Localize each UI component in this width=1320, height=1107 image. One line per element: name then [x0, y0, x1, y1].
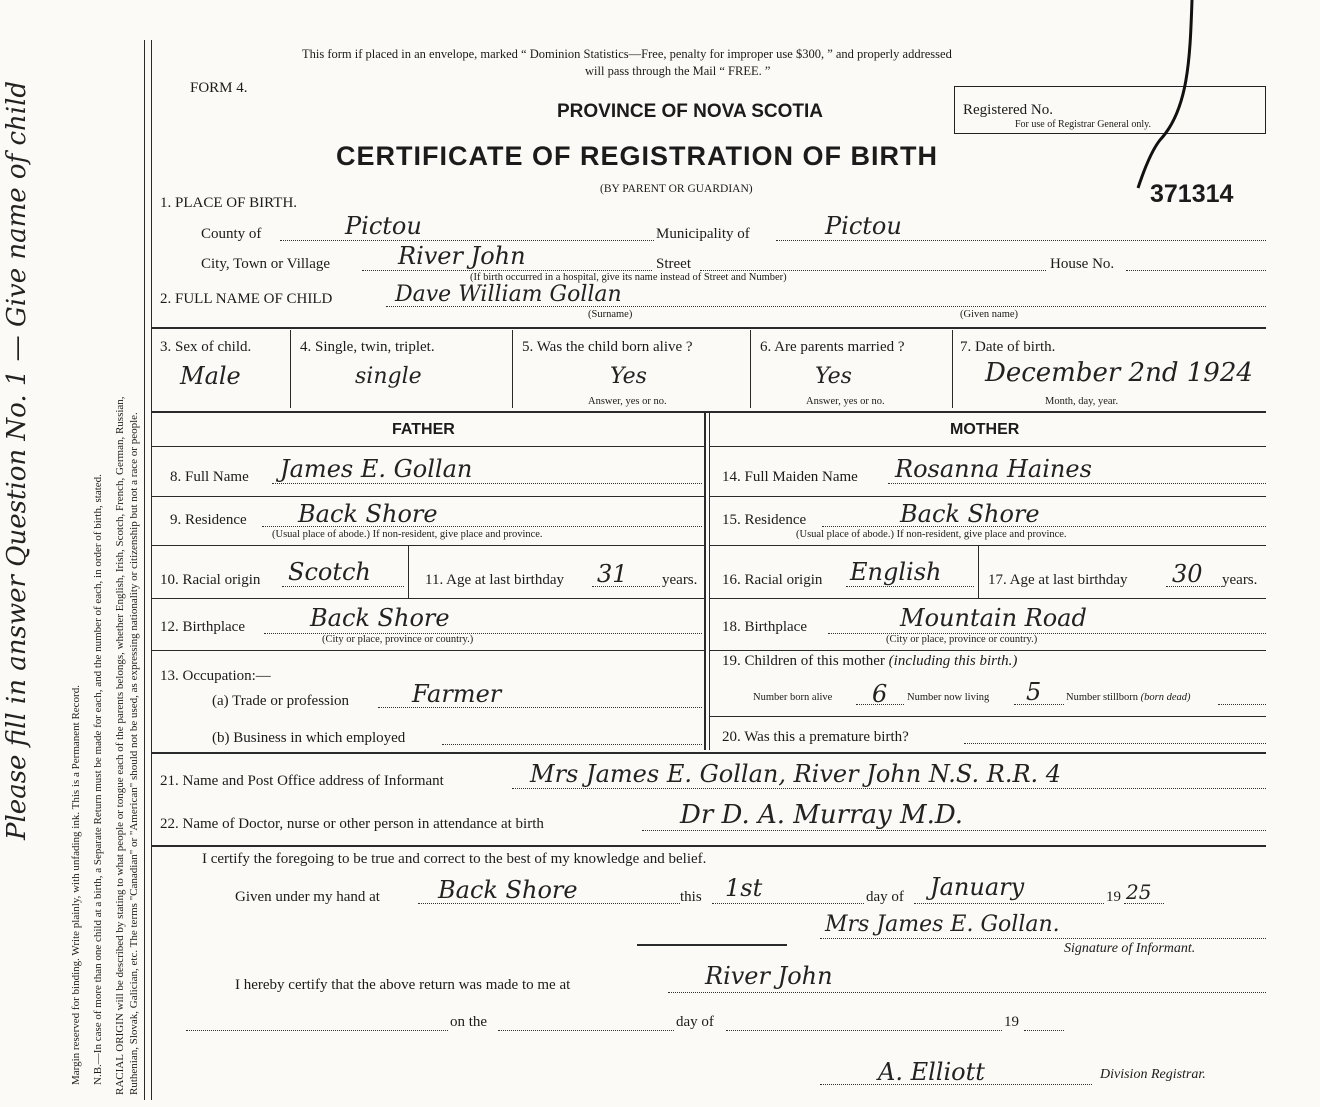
street-label: Street — [656, 256, 691, 272]
margin-note-nb: N.B.—In case of more than one child at a birth, a Separate Return must be made for each, and the number of each, in order of birth, stated. — [92, 474, 104, 1085]
father-age-value: 31 — [597, 560, 628, 588]
father-age-years: years. — [662, 572, 698, 588]
province-heading: PROVINCE OF NOVA SCOTIA — [557, 101, 824, 122]
this-day-value: 1st — [725, 874, 763, 902]
year-prefix-2: 19 — [1004, 1014, 1019, 1030]
business-label: (b) Business in which employed — [212, 730, 406, 746]
parents-married-value: Yes — [815, 364, 852, 389]
mother-birthplace-label: 18. Birthplace — [722, 619, 807, 635]
dob-label: 7. Date of birth. — [960, 339, 1056, 355]
father-age-label: 11. Age at last birthday — [425, 572, 564, 588]
father-name-value: James E. Gollan — [280, 455, 473, 483]
registered-label: Registered No. — [963, 102, 1053, 118]
mother-age-label: 17. Age at last birthday — [988, 572, 1128, 588]
month-value: January — [930, 873, 1025, 901]
plurality-value: single — [355, 364, 422, 389]
parents-married-note: Answer, yes or no. — [806, 396, 885, 407]
margin-rule-inner — [151, 40, 152, 1100]
mother-race-value: English — [850, 558, 942, 586]
margin-note-racial-origin: RACIAL ORIGIN will be described by stating to what people or tongue each of the parents belongs, whether English, Irish, Scotch, French, German, Russian, — [114, 396, 126, 1095]
registration-stamp-number: 371314 — [1150, 180, 1234, 208]
surname-note: (Surname) — [588, 309, 633, 320]
municipality-value: Pictou — [825, 212, 902, 240]
form-number: FORM 4. — [190, 80, 248, 96]
registered-note: For use of Registrar General only. — [1015, 119, 1151, 130]
mother-residence-label: 15. Residence — [722, 512, 807, 528]
trade-value: Farmer — [412, 680, 502, 708]
margin-note-binding: Margin reserved for binding. Write plainly, with unfading ink. This is a Permanent Record. — [70, 685, 82, 1085]
doctor-value: Dr D. A. Murray M.D. — [680, 800, 964, 830]
given-label: Given under my hand at — [235, 889, 380, 905]
mother-name-value: Rosanna Haines — [895, 455, 1092, 483]
stillborn-label-text: Number stillborn — [1066, 692, 1139, 703]
mother-birthplace-value: Mountain Road — [900, 604, 1087, 632]
father-heading: FATHER — [392, 421, 455, 438]
child-name-value: Dave William Gollan — [395, 282, 622, 307]
mother-name-label: 14. Full Maiden Name — [722, 469, 858, 485]
postage-notice-free: will pass through the Mail “ FREE. ” — [585, 64, 771, 78]
registered-box — [954, 86, 1266, 134]
children-label-text: 19. Children of this mother — [722, 653, 885, 669]
postage-notice: This form if placed in an envelope, marked “ Dominion Statistics—Free, penalty for improper use $300, ” and properly addressed — [302, 47, 952, 61]
day-of-label-2: day of — [676, 1014, 714, 1030]
stillborn-label-note: (born dead) — [1140, 692, 1191, 703]
municipality-label: Municipality of — [656, 226, 750, 242]
county-label: County of — [201, 226, 262, 242]
trade-label: (a) Trade or profession — [212, 693, 350, 709]
mother-race-label: 16. Racial origin — [722, 572, 823, 588]
registrar-statement: I hereby certify that the above return was made to me at — [235, 977, 571, 993]
mother-age-years: years. — [1222, 572, 1258, 588]
given-name-note: (Given name) — [960, 309, 1019, 320]
born-alive-count: 6 — [872, 680, 888, 708]
children-label — [722, 653, 1017, 670]
living-count-label: Number now living — [907, 692, 990, 703]
parents-married-label: 6. Are parents married ? — [760, 339, 905, 355]
certificate-title: CERTIFICATE OF REGISTRATION OF BIRTH — [336, 141, 938, 171]
margin-handwritten-note: Please fill in answer Question No. 1 — Give name of child — [2, 80, 32, 840]
born-alive-note: Answer, yes or no. — [588, 396, 667, 407]
living-count: 5 — [1026, 678, 1042, 706]
margin-rule — [144, 40, 145, 1100]
registrar-check-mark — [1130, 0, 1200, 190]
born-alive-count-label: Number born alive — [753, 692, 833, 703]
father-birthplace-note: (City or place, province or country.) — [322, 634, 474, 645]
informant-signature: Mrs James E. Gollan. — [825, 912, 1060, 937]
father-residence-value: Back Shore — [298, 500, 438, 528]
city-label: City, Town or Village — [201, 256, 331, 272]
certify-statement: I certify the foregoing to be true and correct to the best of my knowledge and belief. — [202, 851, 707, 867]
children-label-note: (including this birth.) — [888, 653, 1018, 669]
premature-label: 20. Was this a premature birth? — [722, 729, 909, 745]
stillborn-count-label — [1066, 692, 1191, 703]
doctor-label: 22. Name of Doctor, nurse or other person in attendance at birth — [160, 816, 544, 832]
father-name-label: 8. Full Name — [170, 469, 249, 485]
hospital-note: (If birth occurred in a hospital, give its name instead of Street and Number) — [470, 272, 787, 283]
mother-residence-value: Back Shore — [900, 500, 1040, 528]
margin-note-racial-terms: Ruthenian, Slovak, Galician, etc. The terms "Canadian" or "American" should not be used, as expressing nationality or citizenship but not a race or people. — [128, 412, 140, 1095]
city-value: River John — [398, 242, 526, 270]
given-place-value: Back Shore — [438, 876, 578, 904]
mother-residence-note: (Usual place of abode.) If non-resident, give place and province. — [796, 529, 1067, 540]
year-suffix-value: 25 — [1126, 880, 1152, 904]
dob-value: December 2nd 1924 — [985, 358, 1253, 388]
certificate-subtitle: (BY PARENT OR GUARDIAN) — [600, 183, 753, 195]
dob-note: Month, day, year. — [1045, 396, 1119, 407]
year-prefix: 19 — [1106, 889, 1121, 905]
father-birthplace-value: Back Shore — [310, 604, 450, 632]
sex-label: 3. Sex of child. — [160, 339, 252, 355]
this-label: this — [680, 889, 702, 905]
mother-heading: MOTHER — [950, 421, 1020, 438]
informant-signature-label: Signature of Informant. — [1064, 941, 1196, 956]
father-race-label: 10. Racial origin — [160, 572, 261, 588]
father-birthplace-label: 12. Birthplace — [160, 619, 245, 635]
registrar-signature: A. Elliott — [878, 1058, 985, 1086]
father-residence-note: (Usual place of abode.) If non-resident, give place and province. — [272, 529, 543, 540]
division-registrar-label: Division Registrar. — [1100, 1067, 1206, 1082]
mother-age-value: 30 — [1172, 560, 1203, 588]
mother-birthplace-note: (City or place, province or country.) — [886, 634, 1038, 645]
born-alive-value: Yes — [610, 364, 647, 389]
registrar-place-value: River John — [705, 962, 833, 990]
child-name-label: 2. FULL NAME OF CHILD — [160, 291, 333, 307]
day-of-label: day of — [866, 889, 904, 905]
house-number-label: House No. — [1050, 256, 1115, 272]
born-alive-label: 5. Was the child born alive ? — [522, 339, 693, 355]
father-race-value: Scotch — [288, 558, 371, 586]
informant-label: 21. Name and Post Office address of Informant — [160, 773, 444, 789]
place-of-birth-heading: 1. PLACE OF BIRTH. — [160, 195, 298, 211]
occupation-label: 13. Occupation:— — [160, 668, 271, 684]
on-the-label: on the — [450, 1014, 488, 1030]
informant-value: Mrs James E. Gollan, River John N.S. R.R. 4 — [530, 760, 1062, 788]
county-value: Pictou — [345, 212, 422, 240]
father-residence-label: 9. Residence — [170, 512, 247, 528]
plurality-label: 4. Single, twin, triplet. — [300, 339, 435, 355]
sex-value: Male — [180, 362, 241, 390]
